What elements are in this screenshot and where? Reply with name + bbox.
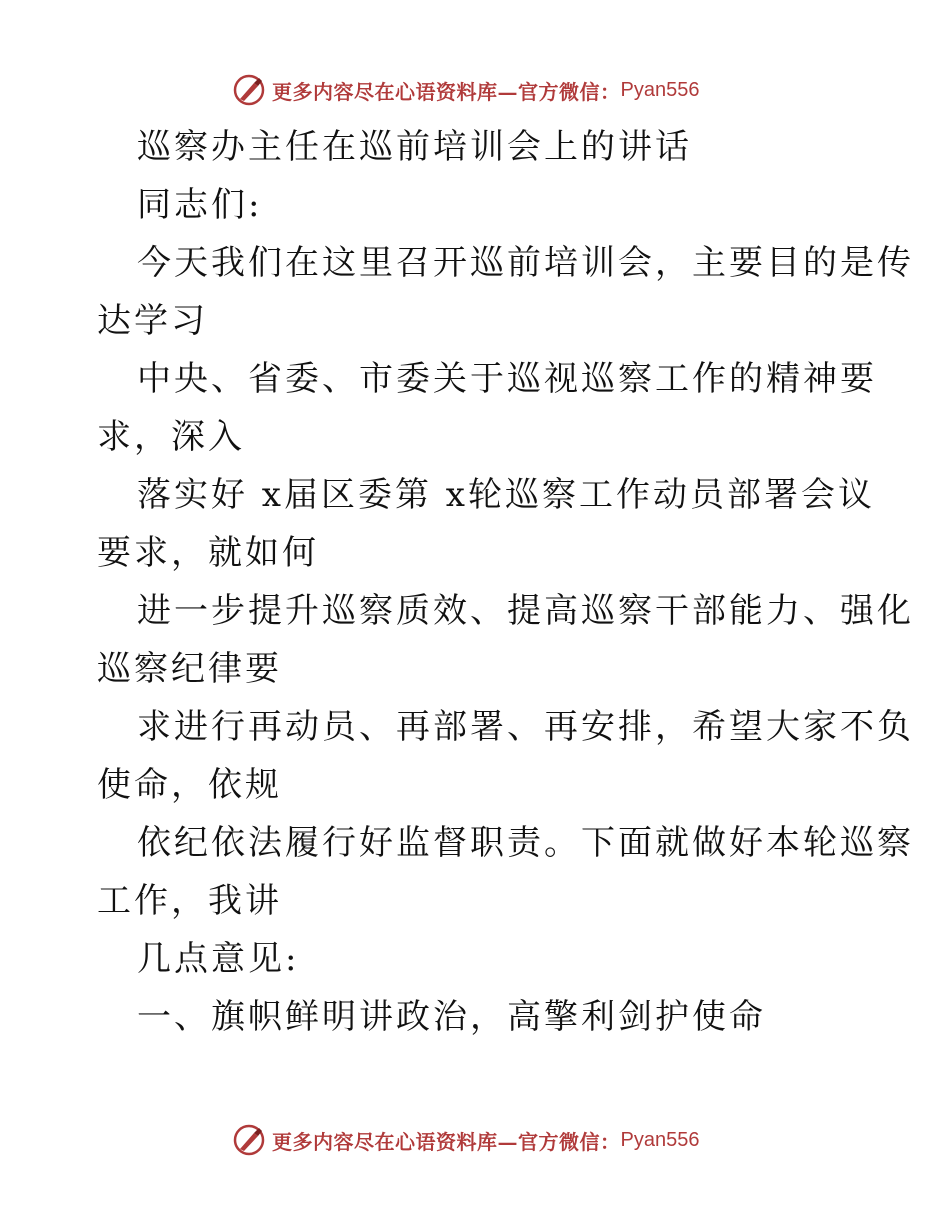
- text-line: 落实好 x届区委第 x轮巡察工作动员部署会议: [137, 475, 875, 515]
- text-line: 使命，依规: [97, 765, 282, 805]
- header-banner-text: 更多内容尽在心语资料库—官方微信：: [272, 79, 621, 104]
- footer-banner-text: 更多内容尽在心语资料库—官方微信：: [272, 1129, 621, 1154]
- footer-banner-id: Pyan556: [620, 1128, 700, 1151]
- document-body: [97, 118, 914, 1046]
- text-line: 达学习: [97, 301, 208, 341]
- text-line: 求，深入: [97, 417, 245, 457]
- header-banner-id: Pyan556: [620, 78, 700, 101]
- text-line: 今天我们在这里召开巡前培训会，主要目的是传: [137, 243, 914, 283]
- text-line: 要求，就如何: [97, 533, 319, 573]
- text-line: 进一步提升巡察质效、提高巡察干部能力、强化: [137, 591, 914, 631]
- text-line: 中央、省委、市委关于巡视巡察工作的精神要: [137, 359, 877, 399]
- speech-title: 巡察办主任在巡前培训会上的讲话: [137, 127, 692, 167]
- section-heading: 一、旗帜鲜明讲政治，高擎利剑护使命: [137, 997, 766, 1037]
- text-line: 工作，我讲: [97, 881, 282, 921]
- text-line: 巡察纪律要: [97, 649, 282, 689]
- text-line: 几点意见:: [137, 939, 300, 979]
- text-line: 求进行再动员、再部署、再安排，希望大家不负: [137, 707, 914, 747]
- text-line: 同志们:: [137, 185, 263, 225]
- header-banner: [232, 70, 752, 110]
- pen-logo-icon: [232, 1123, 266, 1157]
- footer-banner: [232, 1120, 752, 1160]
- pen-logo-icon: [232, 73, 266, 107]
- text-line: 依纪依法履行好监督职责。下面就做好本轮巡察: [137, 823, 914, 863]
